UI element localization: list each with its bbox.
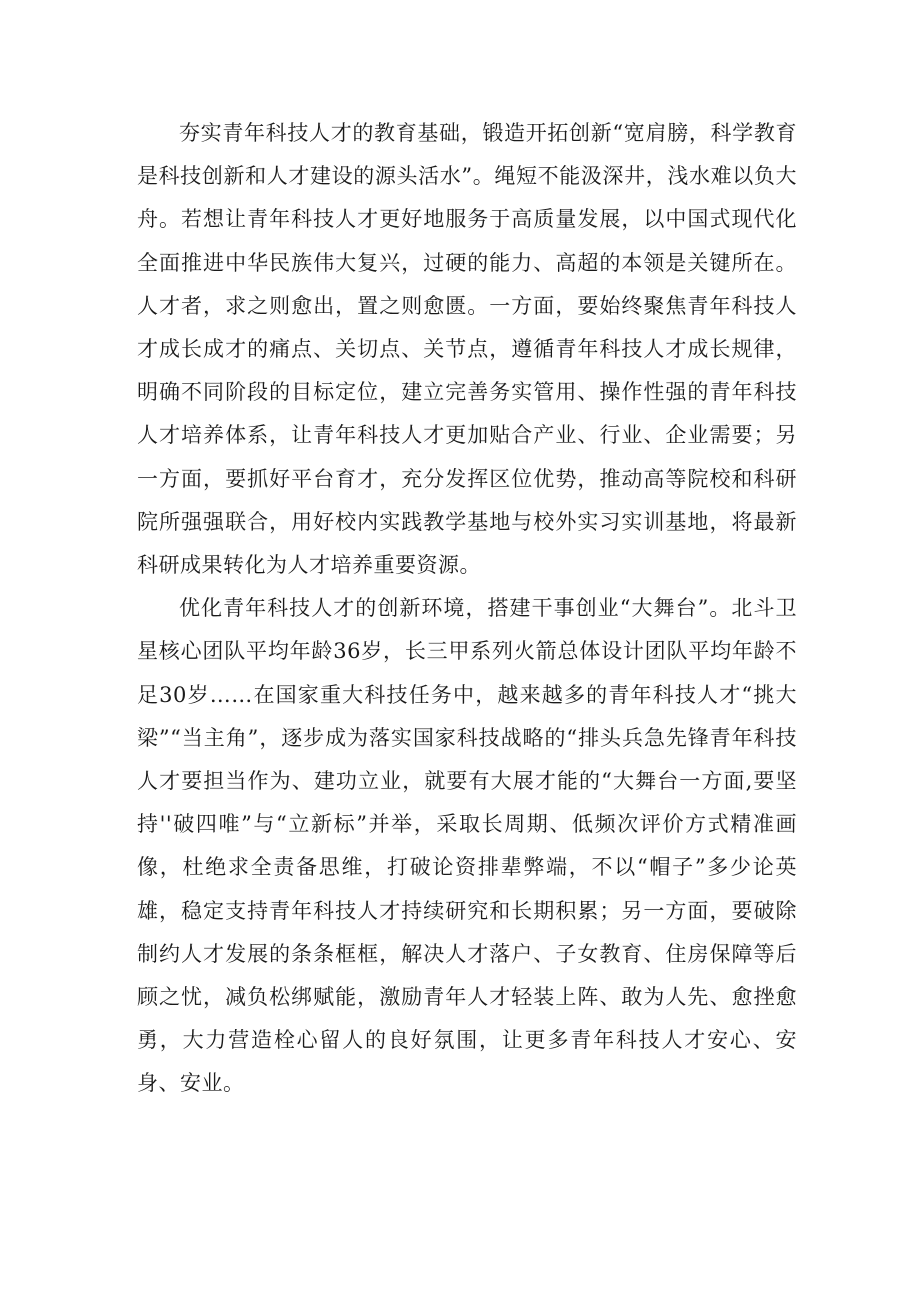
document-body <box>137 112 797 1106</box>
paragraph-2: 优化青年科技人才的创新环境，搭建干事创业“大舞台”。北斗卫星核心团队平均年龄36岁，长三甲系列火箭总体设计团队平均年龄不足30岁……在国家重大科技任务中，越来越多的青年科技人才“挑大梁”“当主角”，逐步成为落实国家科技战略的“排头兵急先锋青年科技人才要担当作为、建功立业，就要有大展才能的“大舞台一方面,要坚持''破四唯”与“立新标”并举，采取长周期、低频次评价方式精准画像，杜绝求全责备思维，打破论资排辈弊端，不以“帽子”多少论英雄，稳定支持青年科技人才持续研究和长期积累；另一方面，要破除制约人才发展的条条框框，解决人才落户、子女教育、住房保障等后顾之忧，减负松绑赋能，激励青年人才轻装上阵、敢为人先、愈挫愈勇，大力营造栓心留人的良好氛围，让更多青年科技人才安心、安身、安业。 <box>137 596 797 1096</box>
paragraph-1: 夯实青年科技人才的教育基础，锻造开拓创新“宽肩膀，科学教育是科技创新和人才建设的源头活水”。绳短不能汲深井，浅水难以负大舟。若想让青年科技人才更好地服务于高质量发展，以中国式现代化全面推进中华民族伟大复兴，过硬的能力、高超的本领是关键所在。人才者，求之则愈出，置之则愈匮。一方面，要始终聚焦青年科技人才成长成才的痛点、关切点、关节点，遵循青年科技人才成长规律，明确不同阶段的目标定位，建立完善务实管用、操作性强的青年科技人才培养体系，让青年科技人才更加贴合产业、行业、企业需要；另一方面，要抓好平台育才，充分发挥区位优势，推动高等院校和科研院所强强联合，用好校内实践教学基地与校外实习实训基地，将最新科研成果转化为人才培养重要资源。 <box>137 121 797 578</box>
